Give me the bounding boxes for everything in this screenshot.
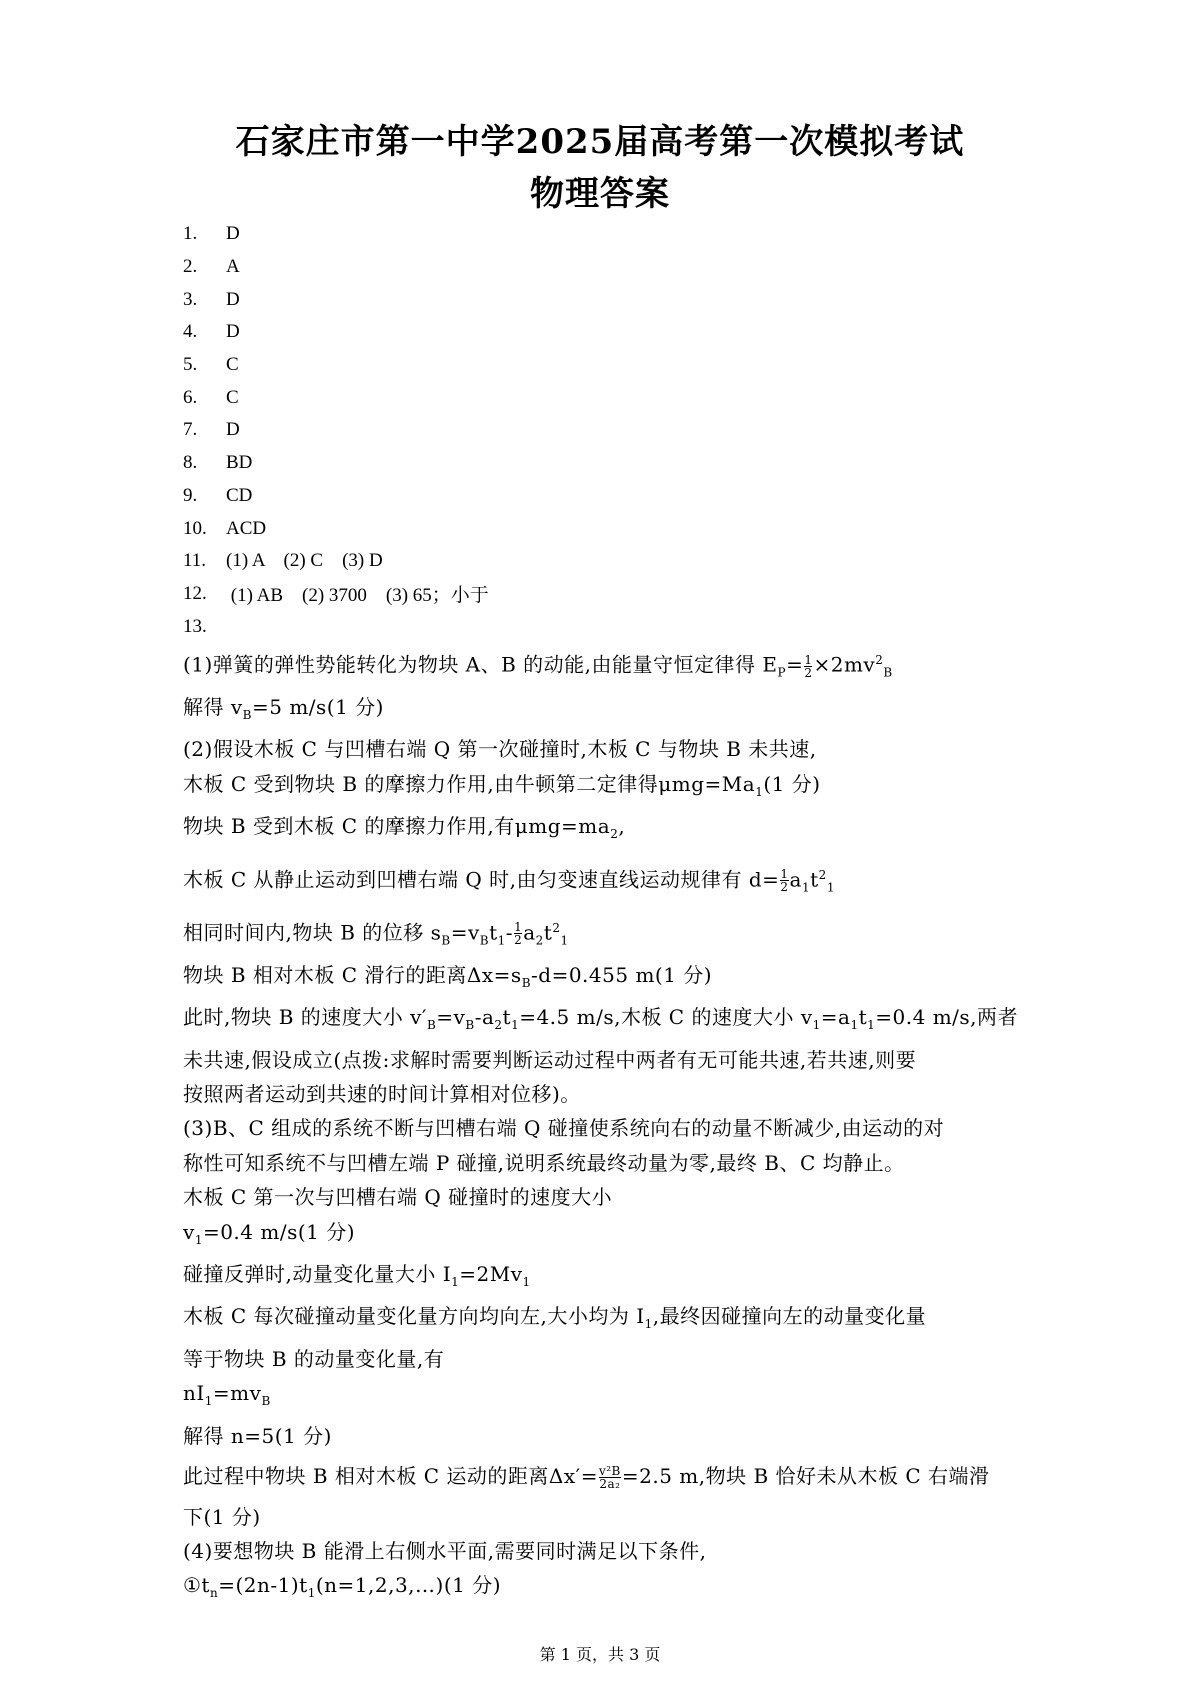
solution-line: (4)要想物块 B 能滑上右侧水平面,需要同时满足以下条件, [183, 1538, 707, 1563]
solution-line: (2)假设木板 C 与凹槽右端 Q 第一次碰撞时,木板 C 与物块 B 未共速, [183, 737, 817, 762]
answer-number: 11. [183, 550, 207, 572]
fraction: $\frac{1}{2}$ [514, 920, 523, 948]
answer-item [183, 578, 489, 611]
answer-value: CD [226, 484, 253, 506]
answer-number: 3. [183, 288, 198, 310]
answer-item [183, 283, 489, 316]
answer-number: 7. [183, 419, 198, 441]
solution-line: 下(1 分) [183, 1504, 261, 1529]
answer-item [183, 512, 489, 545]
solution-line: 木板 C 从静止运动到凹槽右端 Q 时,由匀变速直线运动规律有 d= $\frac{1}{2}$ $a_1t^2_1$ [183, 867, 835, 895]
solution-line: 等于物块 B 的动量变化量,有 [183, 1346, 445, 1371]
answer-value: D [226, 321, 240, 343]
answer-item [183, 480, 489, 513]
fraction: $\frac{1}{2}$ [780, 867, 789, 895]
solution-line: $v_1=0.4$ m/s(1 分) [183, 1219, 356, 1247]
answer-number: 10. [183, 517, 207, 539]
solution-line: 解得 $v_B=5$ m/s(1 分) [183, 695, 384, 723]
page-subtitle: 物理答案 [530, 174, 670, 214]
answer-number: 2. [183, 256, 198, 278]
answer-item [183, 447, 489, 480]
answer-number: 4. [183, 321, 198, 343]
answer-value: BD [226, 452, 253, 474]
answer-list [183, 218, 489, 643]
fraction: $\frac{\text{v²B}}{\text{2a₂}}$ [598, 1464, 621, 1492]
answer-item [183, 251, 489, 284]
solution-line: 木板 C 每次碰撞动量变化量方向均向左,大小均为 $I_1$,最终因碰撞向左的动量变化量 [183, 1304, 927, 1332]
solution-line: 未共速,假设成立(点拨:求解时需要判断运动过程中两者有无可能共速,若共速,则要 [183, 1047, 917, 1072]
answer-number: 13. [183, 615, 207, 637]
solution-line: 碰撞反弹时,动量变化量大小 $I_1=2Mv_1$ [183, 1262, 531, 1290]
answer-number: 1. [183, 223, 198, 245]
answer-item [183, 545, 489, 578]
answer-value: (1) A (2) C (3) D [226, 550, 383, 572]
solution-line: 解得 n=5(1 分) [183, 1423, 332, 1448]
page-title: 石家庄市第一中学2025届高考第一次模拟考试 [235, 122, 965, 162]
answer-value: C [226, 354, 239, 376]
solution-line: $①t_n=(2n-1)t_1(n=1,2,3,\dots)(1$ 分) [183, 1573, 502, 1601]
solution-line: 此时,物块 B 的速度大小 $v'_B=v_B-a_2t_1=4.5$ m/s,木板 C 的速度大小 $v_1=a_1t_1=0.4$ m/s,两者 [183, 1005, 1019, 1033]
solution-line: 木板 C 受到物块 B 的摩擦力作用,由牛顿第二定律得$\mu mg=Ma_1(1$ 分) [183, 771, 821, 799]
answer-number: 5. [183, 354, 198, 376]
answer-item [183, 349, 489, 382]
answer-value: ACD [226, 517, 267, 539]
solution-line: (1)弹簧的弹性势能转化为物块 A、B 的动能,由能量守恒定律得 $E_P=$ $\frac{1}{2}$ $\times 2mv^2_B$ [183, 652, 893, 680]
answer-value: D [226, 419, 240, 441]
page-footer: 第 1 页，共 3 页 [539, 1645, 661, 1664]
answer-value: A [226, 256, 240, 278]
answer-value: C [226, 386, 239, 408]
answer-item [183, 316, 489, 349]
solution-line: 木板 C 第一次与凹槽右端 Q 碰撞时的速度大小 [183, 1185, 613, 1210]
answer-item [183, 610, 489, 643]
solution-line: 称性可知系统不与凹槽左端 P 碰撞,说明系统最终动量为零,最终 B、C 均静止。 [183, 1150, 905, 1175]
solution-13 [183, 643, 1023, 1611]
answer-value: (1) AB (2) 3700 (3) 65；小于 [226, 585, 489, 607]
answer-value: D [226, 223, 240, 245]
solution-line: $nI_1=mv_B$ [183, 1381, 271, 1409]
answer-value: D [226, 288, 240, 310]
answer-item [183, 381, 489, 414]
answer-item [183, 414, 489, 447]
answer-number: 12. [183, 582, 207, 604]
solution-line: 按照两者运动到共速的时间计算相对位移)。 [183, 1082, 581, 1107]
answer-number: 8. [183, 452, 198, 474]
solution-line: (3)B、C 组成的系统不断与凹槽右端 Q 碰撞使系统向右的动量不断减少,由运动的对 [183, 1116, 945, 1141]
answer-item [183, 218, 489, 251]
answer-number: 9. [183, 484, 198, 506]
solution-line: 此过程中物块 B 相对木板 C 运动的距离Δx′= $\frac{\text{v²B}}{\text{2a₂}}$ =2.5 m,物块 B 恰好未从木板 C 右端滑 [183, 1464, 990, 1492]
answer-number: 6. [183, 386, 198, 408]
solution-line: 物块 B 相对木板 C 滑行的距离$\Delta x=s_B-d=0.455$ m(1 分) [183, 962, 713, 990]
fraction: $\frac{1}{2}$ [804, 652, 813, 680]
solution-line: 相同时间内,物块 B 的位移 $s_B=v_Bt_1-$ $\frac{1}{2}$ $a_2t^2_1$ [183, 920, 569, 948]
solution-line: 物块 B 受到木板 C 的摩擦力作用,有$\mu mg=ma_2$, [183, 814, 626, 842]
